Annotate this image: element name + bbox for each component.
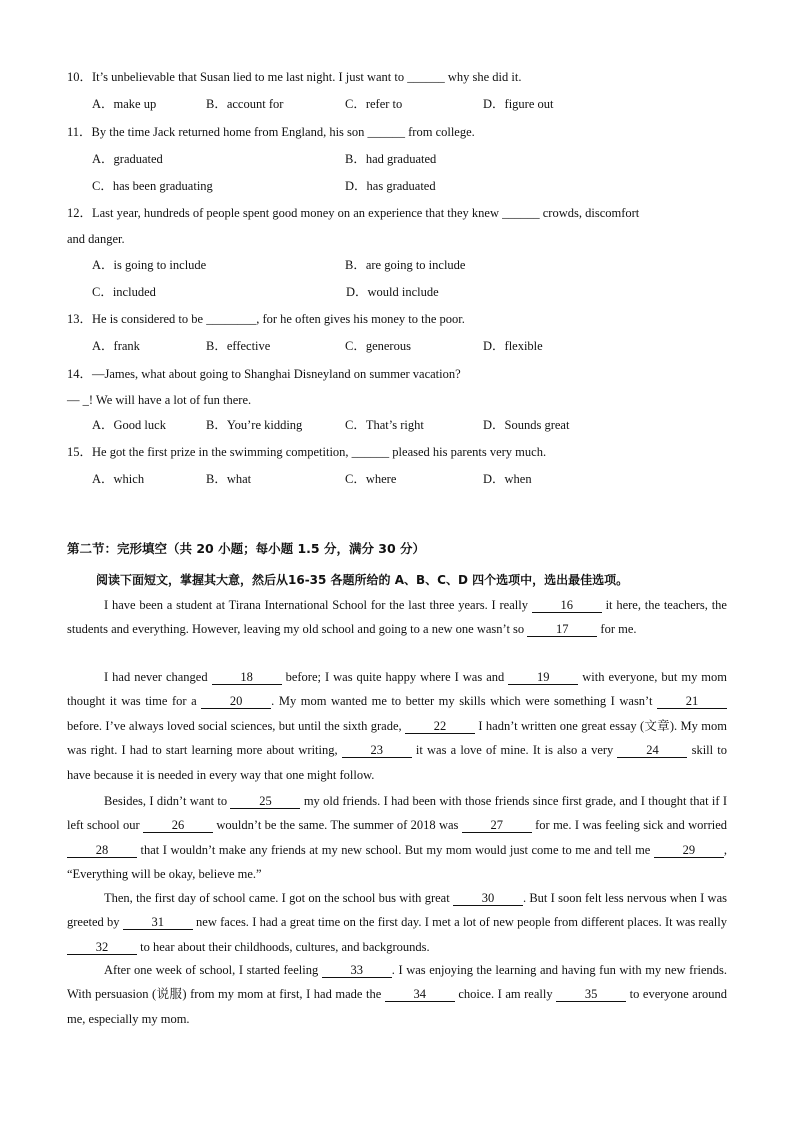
- cloze-blank-19[interactable]: 19: [508, 670, 578, 685]
- q11-option-a: A．graduated: [92, 152, 163, 166]
- q10-option-d: D．figure out: [483, 97, 554, 111]
- q15-option-a: A．which: [92, 472, 145, 486]
- cloze-blank-21[interactable]: 21: [657, 694, 727, 709]
- passage-paragraph-3: [67, 789, 727, 887]
- passage-text: , “Everything will be okay, believe me.”: [67, 842, 727, 882]
- q10-option-c: C．refer to: [345, 97, 403, 111]
- passage-text: After one week of school, I started feeling: [104, 963, 322, 977]
- q14-option-b: B．You’re kidding: [206, 418, 303, 432]
- q13-option-b: B．effective: [206, 339, 271, 353]
- q14-option-d: D．Sounds great: [483, 418, 570, 432]
- passage-text: I have been a student at Tirana International School for the last three years. I really: [104, 598, 532, 612]
- q13-option-a: A．frank: [92, 339, 140, 353]
- passage-text: to hear about their childhoods, cultures, and backgrounds.: [137, 939, 430, 954]
- section-instruction: 阅读下面短文，掌握其大意，然后从16-35 各题所给的 A、B、C、D 四个选项中，选出最佳选项。: [96, 573, 629, 587]
- passage-text: new faces. I had a great time on the first day. I met a lot of new people from different places. It was really: [192, 915, 727, 930]
- passage-text: Besides, I didn’t want to: [104, 794, 231, 808]
- passage-text: I had never changed: [104, 670, 212, 684]
- question-12-stem: 12．Last year, hundreds of people spent good money on an experience that they knew ______ crowds, discomfort: [67, 206, 640, 220]
- passage-text: skill to have because it is needed in every way that one might follow.: [67, 743, 727, 782]
- passage-text: for me.: [597, 622, 637, 637]
- passage-text: that I wouldn’t make any friends at my new school. But my mom would just come to me and tell me: [137, 842, 654, 857]
- q11-option-c: C．has been graduating: [92, 179, 213, 193]
- cloze-blank-24[interactable]: 24: [617, 743, 687, 758]
- passage-text: for me. I was feeling sick and worried: [531, 818, 727, 833]
- q11-option-d: D．has graduated: [345, 179, 436, 193]
- cloze-blank-34[interactable]: 34: [385, 987, 455, 1002]
- passage-paragraph-4: [67, 886, 727, 959]
- q10-option-b: B．account for: [206, 97, 284, 111]
- q12-option-c: C．included: [92, 285, 156, 299]
- passage-text: before; I was quite happy where I was and: [281, 670, 509, 684]
- question-14-stem-cont: — _! We will have a lot of fun there.: [67, 393, 252, 407]
- cloze-blank-35[interactable]: 35: [556, 987, 626, 1002]
- q15-option-d: D．when: [483, 472, 532, 486]
- passage-text: it here, the teachers, the students and everything. However, leaving my old school and going to a new one wasn’t so: [67, 598, 727, 637]
- q15-option-b: B．what: [206, 472, 252, 486]
- passage-text: wouldn’t be the same. The summer of 2018 was: [213, 818, 462, 833]
- passage-text: Then, the first day of school came. I got on the school bus with great: [104, 891, 453, 905]
- passage-text: it was a love of mine. It is also a very: [411, 743, 618, 758]
- passage-text: I hadn’t written one great essay (文章). My mom was right. I had to start learning more about writing,: [67, 718, 727, 758]
- cloze-blank-33[interactable]: 33: [322, 963, 392, 978]
- cloze-blank-31[interactable]: 31: [123, 915, 193, 930]
- passage-text: my old friends. I had been with those friends since first grade, and I thought that if I left school our: [67, 794, 727, 833]
- passage-text: to everyone around me, especially my mom.: [67, 987, 727, 1026]
- q12-option-a: A．is going to include: [92, 258, 207, 272]
- cloze-blank-16[interactable]: 16: [532, 598, 602, 613]
- cloze-blank-18[interactable]: 18: [212, 670, 282, 685]
- question-12-stem-cont: and danger.: [67, 232, 125, 246]
- cloze-blank-26[interactable]: 26: [143, 818, 213, 833]
- q12-option-d: D．would include: [346, 285, 439, 299]
- cloze-blank-23[interactable]: 23: [342, 743, 412, 758]
- question-10-stem: 10．It’s unbelievable that Susan lied to me last night. I just want to ______ why she did it.: [67, 70, 522, 84]
- passage-text: choice. I am really: [454, 987, 557, 1002]
- cloze-blank-25[interactable]: 25: [230, 794, 300, 809]
- passage-text: with everyone, but my mom thought it was time for a: [67, 670, 728, 709]
- q11-option-b: B．had graduated: [345, 152, 437, 166]
- passage-paragraph-1: [67, 593, 727, 642]
- passage-paragraph-5: [67, 958, 727, 1031]
- q12-option-b: B．are going to include: [345, 258, 466, 272]
- cloze-blank-29[interactable]: 29: [654, 843, 724, 858]
- q10-option-a: A．make up: [92, 97, 157, 111]
- passage-text: . But I soon felt less nervous when I was greeted by: [67, 891, 727, 930]
- q13-option-d: D．flexible: [483, 339, 543, 353]
- passage-paragraph-2: [67, 665, 727, 787]
- question-14-stem: 14．—James, what about going to Shanghai Disneyland on summer vacation?: [67, 367, 461, 381]
- cloze-blank-32[interactable]: 32: [67, 940, 137, 955]
- question-15-stem: 15．He got the first prize in the swimming competition, ______ pleased his parents very much.: [67, 445, 547, 459]
- q14-option-a: A．Good luck: [92, 418, 166, 432]
- cloze-blank-27[interactable]: 27: [462, 818, 532, 833]
- cloze-blank-22[interactable]: 22: [405, 719, 475, 734]
- cloze-blank-28[interactable]: 28: [67, 843, 137, 858]
- cloze-blank-30[interactable]: 30: [453, 891, 523, 906]
- question-11-stem: 11．By the time Jack returned home from England, his son ______ from college.: [67, 125, 475, 139]
- passage-text: . My mom wanted me to better my skills which were something I wasn’t: [271, 694, 658, 709]
- passage-text: . I was enjoying the learning and having fun with my new friends. With persuasion (说服) from my mom at first, I had made the: [67, 963, 727, 1002]
- q13-option-c: C．generous: [345, 339, 411, 353]
- q15-option-c: C．where: [345, 472, 397, 486]
- passage-text: before. I’ve always loved social sciences, but until the sixth grade,: [67, 718, 406, 733]
- q14-option-c: C．That’s right: [345, 418, 424, 432]
- cloze-blank-17[interactable]: 17: [527, 622, 597, 637]
- question-13-stem: 13．He is considered to be ________, for he often gives his money to the poor.: [67, 312, 465, 326]
- cloze-blank-20[interactable]: 20: [201, 694, 271, 709]
- section-heading: 第二节：完形填空（共 20 小题；每小题 1.5 分，满分 30 分）: [67, 541, 426, 556]
